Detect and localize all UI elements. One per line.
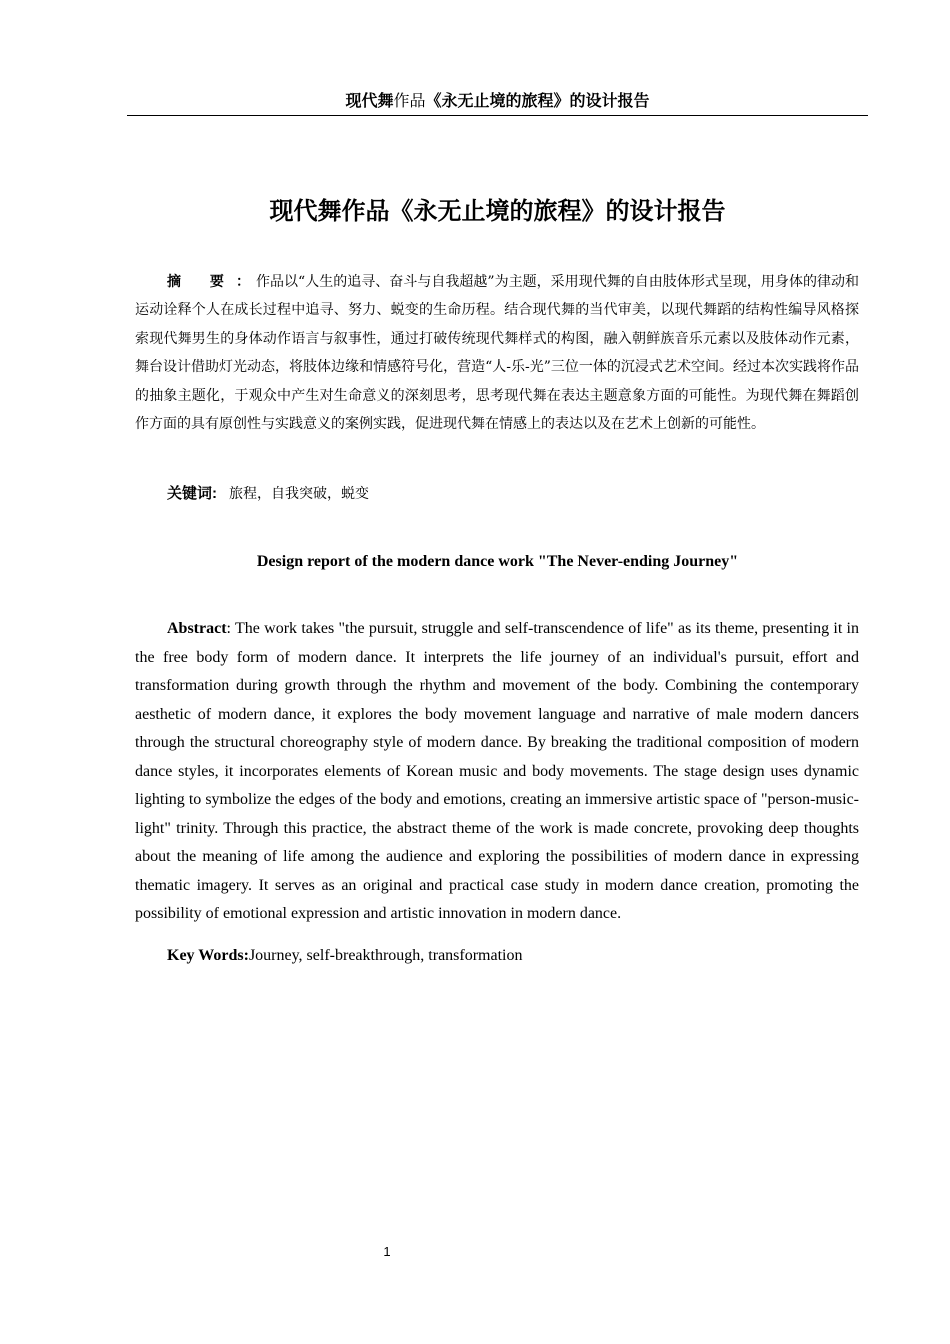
running-header-middle: 作品	[393, 93, 426, 110]
running-header	[127, 90, 868, 114]
chinese-abstract-text: 作品以“人生的追寻、奋斗与自我超越”为主题，采用现代舞的自由肢体形式呈现，用身体的律动和运动诠释个人在成长过程中追寻、努力、蜕变的生命历程。结合现代舞的当代审美，以现代舞蹈的结构性编导风格探索现代舞男生的身体动作语言与叙事性，通过打破传统现代舞样式的构图，融入朝鲜族音乐元素以及肢体动作元素，舞台设计借助灯光动态，将肢体边缘和情感符号化，营造“人-乐-光”三位一体的沉浸式艺术空间。经过本次实践将作品的抽象主题化，于观众中产生对生命意义的深刻思考，思考现代舞在表达主题意象方面的可能性。为现代舞在舞蹈创作方面的具有原创性与实践意义的案例实践，促进现代舞在情感上的表达以及在艺术上创新的可能性。	[135, 274, 860, 433]
english-keywords	[167, 943, 867, 969]
english-abstract	[135, 615, 859, 929]
document-title: 现代舞作品《永无止境的旅程》的设计报告	[269, 198, 726, 225]
chinese-keywords-value: 旅程，自我突破，蜕变	[229, 486, 369, 502]
running-header-prefix: 现代舞	[345, 93, 394, 110]
chinese-abstract	[135, 268, 859, 438]
english-abstract-text: : The work takes "the pursuit, struggle and self-transcendence of life" as its theme, presenting it in the free body form of modern dance. It interprets the life journey of an individual's pursuit, effort and transformation during growth through the rhythm and movement of the body. Combining the contemporary aesthetic of modern dance, it explores the body movement language and narrative of male modern dancers through the structural choreography style of modern dance. By breaking the traditional composition of modern dance styles, it incorporates elements of Korean music and body movements. The stage design uses dynamic lighting to symbolize the edges of the body and emotions, creating an immersive artistic space of "person-music-light" trinity. Through this practice, the abstract theme of the work is made concrete, provoking deep thoughts about the meaning of life among the audience and exploring the possibilities of modern dance in expressing thematic imagery. It serves as an original and practical case study in modern dance creation, promoting the possibility of emotional expression and artistic innovation in modern dance.	[135, 620, 859, 922]
chinese-abstract-label: 摘 要	[167, 274, 236, 290]
running-header-suffix: 《永无止境的旅程》的设计报告	[425, 93, 650, 110]
header-rule	[127, 115, 868, 116]
chinese-keywords-label: 关键词:	[167, 485, 217, 502]
english-title: Design report of the modern dance work "The Never-ending Journey"	[256, 553, 739, 570]
english-keywords-value: Journey, self-breakthrough, transformation	[248, 947, 523, 964]
page-number: 1	[383, 1244, 391, 1259]
chinese-keywords	[167, 481, 867, 507]
chinese-abstract-colon: ：	[235, 274, 250, 290]
english-keywords-label: Key Words:	[167, 947, 249, 964]
english-abstract-label: Abstract	[167, 620, 227, 637]
